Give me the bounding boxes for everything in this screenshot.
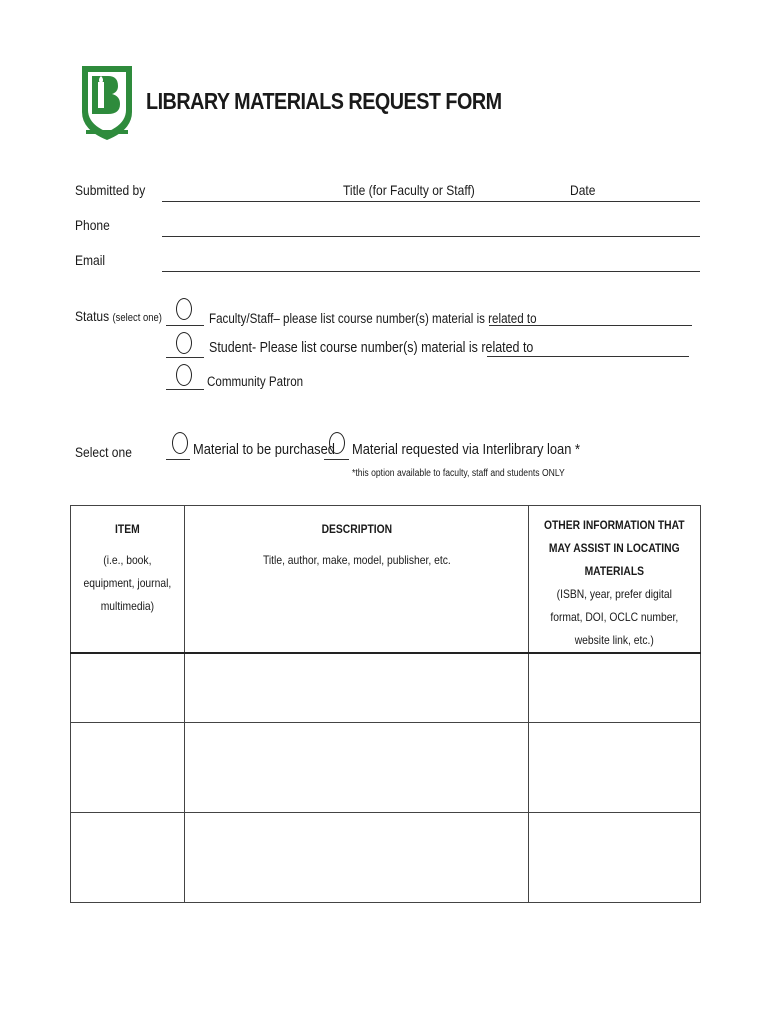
other-info-header: OTHER INFORMATION THAT MAY ASSIST IN LOCATING MATERIALS (544, 518, 686, 578)
table-row (71, 653, 701, 723)
item-subheader: (i.e., book, equipment, journal, multimedia) (83, 553, 172, 613)
other-info-cell[interactable] (529, 813, 701, 903)
status-student-radio[interactable] (176, 332, 192, 354)
status-community-radio[interactable] (176, 364, 192, 386)
phone-field[interactable] (162, 236, 700, 237)
college-logo (78, 64, 136, 142)
purchase-underline (166, 459, 190, 460)
phone-label: Phone (75, 217, 110, 233)
email-field[interactable] (162, 271, 700, 272)
interlibrary-underline (324, 459, 349, 460)
item-header: ITEM (115, 522, 140, 536)
description-header-cell (184, 506, 529, 654)
table-header-row (71, 506, 701, 654)
form-title: LIBRARY MATERIALS REQUEST FORM (146, 88, 502, 114)
title-label: Title (for Faculty or Staff) (343, 182, 475, 198)
select-one-label: Select one (75, 444, 132, 460)
other-info-cell[interactable] (529, 653, 701, 723)
interlibrary-note: *this option available to faculty, staff and students ONLY (352, 468, 565, 479)
status-faculty-underline (166, 325, 204, 326)
other-info-header-cell (529, 506, 701, 654)
status-faculty-radio[interactable] (176, 298, 192, 320)
other-info-subheader: (ISBN, year, prefer digital format, DOI, OCLC number, website link, etc.) (550, 587, 679, 647)
status-student-underline (166, 357, 204, 358)
item-header-cell (71, 506, 185, 654)
other-info-cell[interactable] (529, 723, 701, 813)
request-table (70, 505, 701, 903)
table-row (71, 723, 701, 813)
date-label: Date (570, 182, 596, 198)
status-label (75, 308, 162, 324)
email-label: Email (75, 252, 106, 268)
student-course-field[interactable] (487, 356, 689, 357)
table-row (71, 813, 701, 903)
description-header: DESCRIPTION (321, 522, 392, 536)
status-community-label: Community Patron (207, 374, 304, 389)
description-subheader: Title, author, make, model, publisher, etc. (262, 553, 451, 567)
status-community-underline (166, 389, 204, 390)
status-hint: (select one) (112, 312, 162, 324)
status-student-label: Student- Please list course number(s) material is related to (209, 340, 534, 356)
item-cell[interactable] (71, 813, 185, 903)
purchase-label: Material to be purchased (193, 441, 335, 458)
status-faculty-label: Faculty/Staff– please list course number(s) material is related to (209, 311, 537, 326)
interlibrary-radio[interactable] (329, 432, 345, 454)
description-cell[interactable] (184, 813, 529, 903)
submitted-by-field[interactable] (162, 201, 700, 202)
interlibrary-label: Material requested via Interlibrary loan * (352, 441, 581, 458)
submitted-by-label: Submitted by (75, 182, 146, 198)
status-label-text: Status (75, 308, 110, 324)
description-cell[interactable] (184, 723, 529, 813)
faculty-course-field[interactable] (489, 325, 692, 326)
purchase-radio[interactable] (172, 432, 188, 454)
description-cell[interactable] (184, 653, 529, 723)
item-cell[interactable] (71, 723, 185, 813)
item-cell[interactable] (71, 653, 185, 723)
